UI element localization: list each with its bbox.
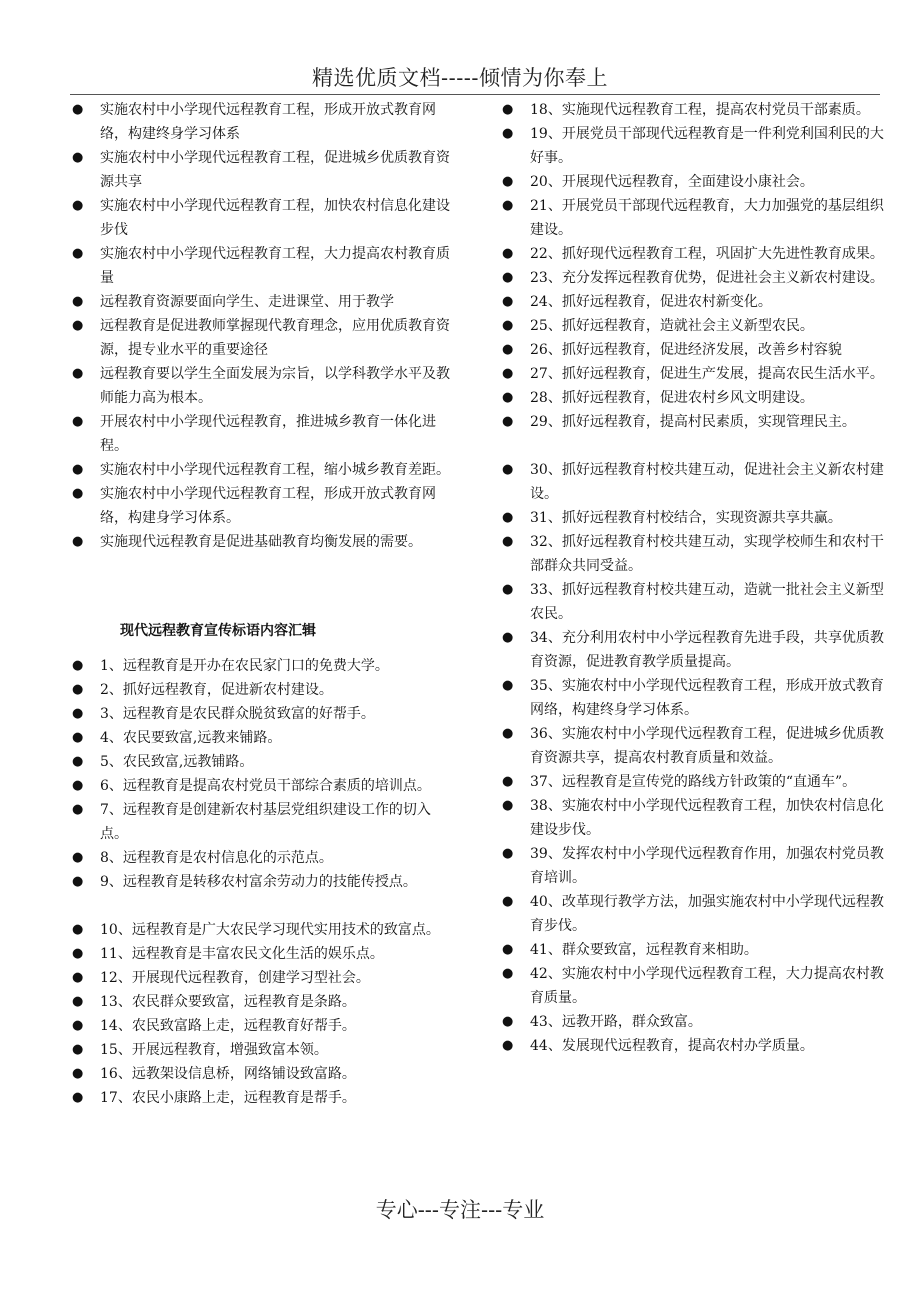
bullet-icon: ●: [72, 414, 84, 429]
list-item: [70, 1086, 450, 1110]
right-list-a: [500, 98, 890, 434]
bullet-icon: ●: [72, 198, 84, 213]
bullet-icon: ●: [72, 246, 84, 261]
bullet-icon: ●: [72, 366, 84, 381]
list-item-text: 11、远程教育是丰富农民文化生活的娱乐点。: [100, 946, 384, 962]
list-item-text: 实施农村中小学现代远程教育工程，缩小城乡教育差距。: [100, 462, 450, 478]
list-item-text: 24、抓好远程教育，促进农村新变化。: [530, 294, 772, 310]
list-item: [70, 702, 450, 726]
left-list-a: [70, 654, 450, 894]
list-item-text: 19、开展党员干部现代远程教育是一件利党利国利民的大好事。: [530, 126, 884, 166]
left-list-top: [70, 98, 450, 554]
list-item-text: 开展农村中小学现代远程教育，推进城乡教育一体化进程。: [100, 414, 436, 454]
list-item: [70, 774, 450, 798]
bullet-icon: ●: [72, 1066, 84, 1081]
list-item: [70, 678, 450, 702]
bullet-icon: ●: [502, 174, 514, 189]
list-item-text: 14、农民致富路上走，远程教育好帮手。: [100, 1018, 356, 1034]
list-item: [500, 386, 890, 410]
list-item-text: 4、农民要致富,远教来铺路。: [100, 730, 282, 746]
list-item: [500, 938, 890, 962]
list-item-text: 实施农村中小学现代远程教育工程，形成开放式教育网络，构建终身学习体系: [100, 102, 436, 142]
bullet-icon: ●: [72, 1018, 84, 1033]
list-item-text: 12、开展现代远程教育，创建学习型社会。: [100, 970, 370, 986]
bullet-icon: ●: [72, 730, 84, 745]
bullet-icon: ●: [72, 754, 84, 769]
list-item-text: 3、远程教育是农民群众脱贫致富的好帮手。: [100, 706, 375, 722]
page-header: 精选优质文档-----倾情为你奉上: [312, 66, 608, 90]
list-item: [70, 750, 450, 774]
list-item-text: 15、开展远程教育，增强致富本领。: [100, 1042, 328, 1058]
list-item-text: 25、抓好远程教育，造就社会主义新型农民。: [530, 318, 814, 334]
list-item-text: 31、抓好远程教育村校结合，实现资源共享共赢。: [530, 510, 842, 526]
list-item: [500, 1034, 890, 1058]
list-item-text: 10、远程教育是广大农民学习现代实用技术的致富点。: [100, 922, 440, 938]
bullet-icon: ●: [72, 486, 84, 501]
list-item-text: 22、抓好现代远程教育工程，巩固扩大先进性教育成果。: [530, 246, 884, 262]
list-item: [500, 242, 890, 266]
list-item: [70, 362, 450, 410]
list-item: [70, 1038, 450, 1062]
section-title: 现代远程教育宣传标语内容汇辑: [120, 623, 316, 639]
list-item-text: 7、远程教育是创建新农村基层党组织建设工作的切入点。: [100, 802, 431, 842]
bullet-icon: ●: [502, 198, 514, 213]
list-item-text: 实施农村中小学现代远程教育工程，大力提高农村教育质量: [100, 246, 450, 286]
bullet-icon: ●: [502, 726, 514, 741]
bullet-icon: ●: [72, 1090, 84, 1105]
list-item: [500, 194, 890, 242]
list-item-text: 21、开展党员干部现代远程教育，大力加强党的基层组织建设。: [530, 198, 884, 238]
bullet-icon: ●: [72, 1042, 84, 1057]
list-item-text: 1、远程教育是开办在农民家门口的免费大学。: [100, 658, 389, 674]
list-item: [70, 530, 450, 554]
list-item: [500, 578, 890, 626]
list-item-text: 17、农民小康路上走，远程教育是帮手。: [100, 1090, 356, 1106]
list-item-text: 39、发挥农村中小学现代远程教育作用，加强农村党员教育培训。: [530, 846, 884, 886]
bullet-icon: ●: [72, 874, 84, 889]
list-item-text: 8、远程教育是农村信息化的示范点。: [100, 850, 333, 866]
list-item: [70, 798, 450, 846]
list-item-text: 26、抓好远程教育，促进经济发展，改善乡村容貌: [530, 342, 842, 358]
list-item-text: 33、抓好远程教育村校共建互动，造就一批社会主义新型农民。: [530, 582, 884, 622]
list-item-text: 6、远程教育是提高农村党员干部综合素质的培训点。: [100, 778, 431, 794]
list-item: [500, 362, 890, 386]
right-list-b: [500, 458, 890, 1058]
list-item: [70, 1014, 450, 1038]
list-item: [500, 794, 890, 842]
list-item: [70, 146, 450, 194]
bullet-icon: ●: [502, 318, 514, 333]
list-item: [70, 942, 450, 966]
left-column: [70, 98, 450, 1110]
list-item-text: 13、农民群众要致富，远程教育是条路。: [100, 994, 356, 1010]
list-item: [500, 962, 890, 1010]
list-item: [70, 870, 450, 894]
list-item-text: 29、抓好远程教育，提高村民素质，实现管理民主。: [530, 414, 856, 430]
list-item-text: 38、实施农村中小学现代远程教育工程，加快农村信息化建设步伐。: [530, 798, 884, 838]
list-item: [70, 654, 450, 678]
list-item-text: 34、充分利用农村中小学远程教育先进手段，共享优质教育资源，促进教育教学质量提高。: [530, 630, 884, 670]
bullet-icon: ●: [72, 150, 84, 165]
list-item-text: 远程教育要以学生全面发展为宗旨，以学科教学水平及教师能力高为根本。: [100, 366, 450, 406]
bullet-icon: ●: [502, 414, 514, 429]
list-item: [70, 918, 450, 942]
list-item-text: 实施农村中小学现代远程教育工程，加快农村信息化建设步伐: [100, 198, 450, 238]
bullet-icon: ●: [72, 102, 84, 117]
list-item-text: 28、抓好远程教育，促进农村乡风文明建设。: [530, 390, 814, 406]
list-item: [70, 1062, 450, 1086]
bullet-icon: ●: [72, 534, 84, 549]
bullet-icon: ●: [502, 1014, 514, 1029]
list-item-text: 5、农民致富,远教铺路。: [100, 754, 254, 770]
list-item: [500, 770, 890, 794]
bullet-icon: ●: [72, 778, 84, 793]
list-item: [500, 266, 890, 290]
list-item: [500, 506, 890, 530]
bullet-icon: ●: [72, 706, 84, 721]
bullet-icon: ●: [502, 510, 514, 525]
list-item-text: 18、实施现代远程教育工程，提高农村党员干部素质。: [530, 102, 870, 118]
list-item-text: 23、充分发挥远程教育优势，促进社会主义新农村建设。: [530, 270, 884, 286]
header-divider: [70, 94, 880, 95]
list-item: [500, 890, 890, 938]
list-item: [500, 98, 890, 122]
list-item: [500, 722, 890, 770]
bullet-icon: ●: [502, 798, 514, 813]
list-item-text: 36、实施农村中小学现代远程教育工程，促进城乡优质教育资源共享，提高农村教育质量和效益。: [530, 726, 884, 766]
bullet-icon: ●: [72, 850, 84, 865]
bullet-icon: ●: [502, 366, 514, 381]
bullet-icon: ●: [72, 294, 84, 309]
bullet-icon: ●: [502, 1038, 514, 1053]
list-item: [500, 842, 890, 890]
bullet-icon: ●: [502, 942, 514, 957]
list-item-text: 27、抓好远程教育，促进生产发展，提高农民生活水平。: [530, 366, 884, 382]
bullet-icon: ●: [502, 630, 514, 645]
list-item-text: 20、开展现代远程教育，全面建设小康社会。: [530, 174, 814, 190]
list-item: [70, 990, 450, 1014]
bullet-icon: ●: [72, 802, 84, 817]
bullet-icon: ●: [72, 658, 84, 673]
bullet-icon: ●: [502, 582, 514, 597]
page-footer: 专心---专注---专业: [375, 1198, 545, 1222]
list-item-text: 实施农村中小学现代远程教育工程，促进城乡优质教育资源共享: [100, 150, 450, 190]
bullet-icon: ●: [72, 318, 84, 333]
list-item: [70, 194, 450, 242]
list-item: [500, 122, 890, 170]
bullet-icon: ●: [72, 970, 84, 985]
list-item: [70, 410, 450, 458]
list-item: [70, 966, 450, 990]
bullet-icon: ●: [502, 894, 514, 909]
bullet-icon: ●: [502, 534, 514, 549]
list-item: [500, 290, 890, 314]
left-list-b: [70, 918, 450, 1110]
bullet-icon: ●: [502, 678, 514, 693]
list-item: [70, 458, 450, 482]
bullet-icon: ●: [502, 966, 514, 981]
bullet-icon: ●: [502, 246, 514, 261]
bullet-icon: ●: [502, 126, 514, 141]
list-item: [500, 674, 890, 722]
list-item: [500, 458, 890, 506]
list-item: [70, 314, 450, 362]
list-item-text: 9、远程教育是转移农村富余劳动力的技能传授点。: [100, 874, 417, 890]
list-item-text: 实施农村中小学现代远程教育工程，形成开放式教育网络，构建身学习体系。: [100, 486, 436, 526]
list-item: [70, 482, 450, 530]
bullet-icon: ●: [72, 682, 84, 697]
right-column: [500, 98, 890, 1058]
bullet-icon: ●: [502, 294, 514, 309]
list-item-text: 35、实施农村中小学现代远程教育工程，形成开放式教育网络，构建终身学习体系。: [530, 678, 884, 718]
list-item-text: 远程教育资源要面向学生、走进课堂、用于教学: [100, 294, 394, 310]
list-item: [500, 530, 890, 578]
list-item-text: 实施现代远程教育是促进基础教育均衡发展的需要。: [100, 534, 422, 550]
list-item: [70, 242, 450, 290]
list-item-text: 37、远程教育是宣传党的路线方针政策的“直通车”。: [530, 774, 857, 790]
bullet-icon: ●: [72, 922, 84, 937]
bullet-icon: ●: [72, 946, 84, 961]
bullet-icon: ●: [502, 102, 514, 117]
bullet-icon: ●: [502, 342, 514, 357]
list-item-text: 16、远教架设信息桥，网络铺设致富路。: [100, 1066, 356, 1082]
bullet-icon: ●: [502, 774, 514, 789]
list-item-text: 40、改革现行教学方法，加强实施农村中小学现代远程教育步伐。: [530, 894, 884, 934]
list-item-text: 44、发展现代远程教育，提高农村办学质量。: [530, 1038, 814, 1054]
list-item: [70, 290, 450, 314]
list-item: [500, 410, 890, 434]
list-item-text: 43、远教开路，群众致富。: [530, 1014, 702, 1030]
list-item-text: 30、抓好远程教育村校共建互动，促进社会主义新农村建设。: [530, 462, 884, 502]
list-item: [70, 846, 450, 870]
list-item: [70, 726, 450, 750]
list-item: [500, 1010, 890, 1034]
list-item-text: 41、群众要致富，远程教育来相助。: [530, 942, 758, 958]
list-item-text: 42、实施农村中小学现代远程教育工程，大力提高农村教育质量。: [530, 966, 884, 1006]
bullet-icon: ●: [502, 390, 514, 405]
bullet-icon: ●: [72, 994, 84, 1009]
bullet-icon: ●: [502, 846, 514, 861]
list-item-text: 32、抓好远程教育村校共建互动，实现学校师生和农村干部群众共同受益。: [530, 534, 884, 574]
bullet-icon: ●: [502, 462, 514, 477]
bullet-icon: ●: [502, 270, 514, 285]
list-item: [500, 626, 890, 674]
bullet-icon: ●: [72, 462, 84, 477]
list-item: [500, 338, 890, 362]
list-item: [70, 98, 450, 146]
list-item-text: 远程教育是促进教师掌握现代教育理念，应用优质教育资源，提专业水平的重要途径: [100, 318, 450, 358]
list-item: [500, 314, 890, 338]
list-item-text: 2、抓好远程教育，促进新农村建设。: [100, 682, 333, 698]
list-item: [500, 170, 890, 194]
